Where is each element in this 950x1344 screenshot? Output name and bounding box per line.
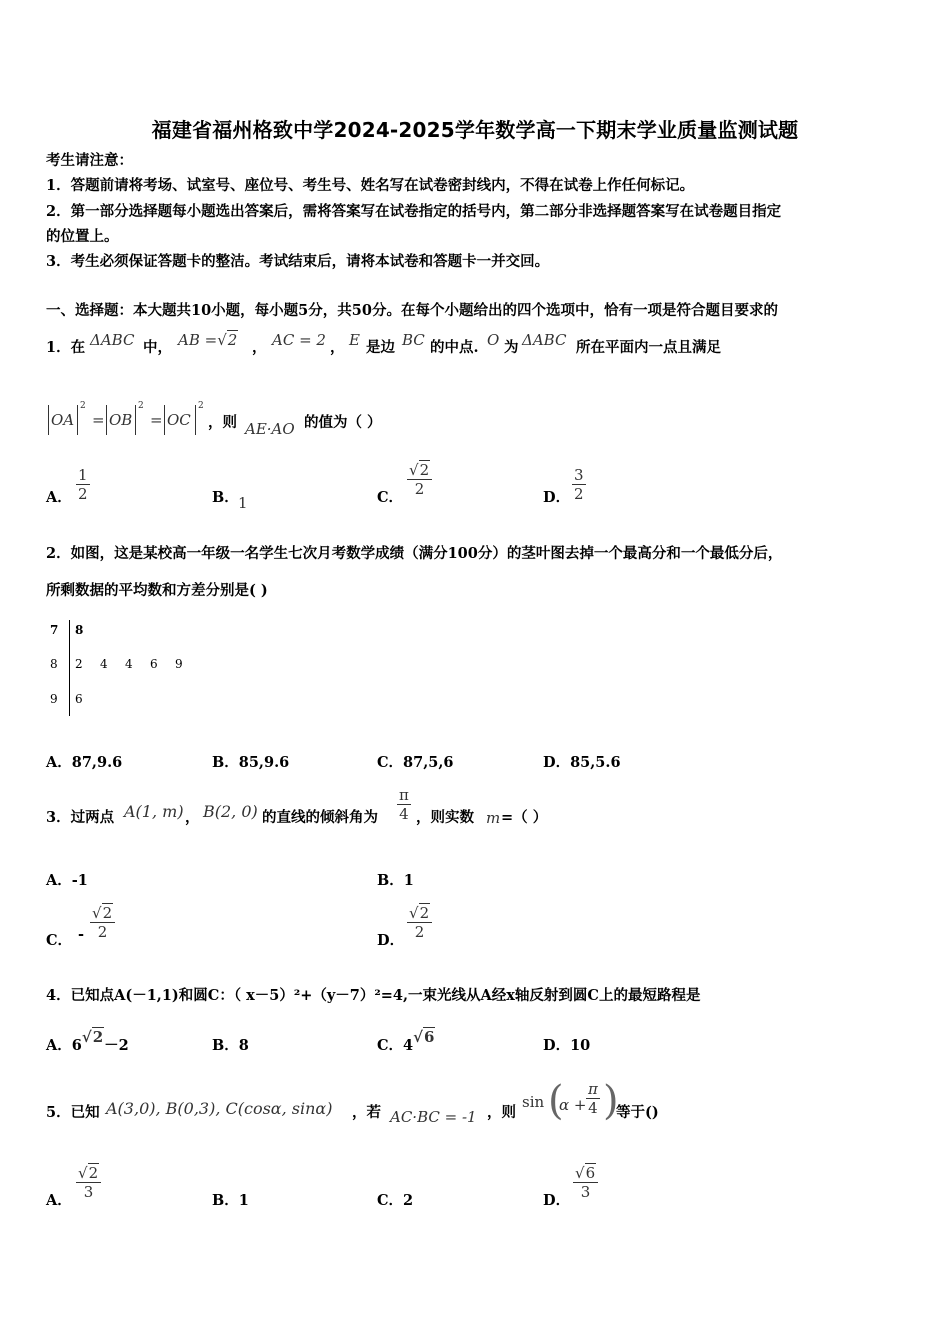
notice-heading: 考生请注意：: [46, 152, 133, 169]
q1-number: 1．在: [46, 339, 86, 356]
q5-pi-over-4: $\frac{\pi}{4}$: [588, 1080, 598, 1117]
sqrt-symbol: √2: [78, 1164, 99, 1182]
q5-number: 5．已知: [46, 1104, 100, 1121]
q1-option-d-fraction: $\frac{3}{2}$: [574, 466, 584, 503]
q5-option-d-fraction: $\frac{√6}{3}$: [573, 1164, 598, 1201]
notice-item-2: 2．第一部分选择题每小题选出答案后，需将答案写在试卷指定的括号内，第二部分非选择题答案写在试卷题目指定: [46, 203, 782, 220]
q1-triangle: ΔABC: [90, 331, 135, 349]
section-heading: 一、选择题：本大题共10小题，每小题5分，共50分。在每个小题给出的四个选项中，恰有一项是符合题目要求的: [46, 302, 778, 319]
q2-text-line2: 所剩数据的平均数和方差分别是( ): [46, 582, 268, 599]
q5-option-d-label: D．: [543, 1192, 571, 1209]
q1-text-side: 是边: [366, 339, 395, 356]
paren-right: ): [603, 1078, 619, 1124]
sqrt-symbol: √6: [413, 1028, 435, 1046]
q1-option-a-label: A．: [46, 489, 72, 506]
q2-option-d: D．85,5.6: [543, 754, 621, 771]
stem-leaf-divider: [69, 620, 70, 716]
q3-option-d-label: D．: [377, 932, 405, 949]
superscript-2: 2: [198, 401, 204, 411]
superscript-2: 2: [138, 401, 144, 411]
q3-m: m: [486, 809, 501, 827]
abs-bar: [106, 405, 107, 435]
q1-text-in: 中，: [143, 339, 172, 356]
abs-bar: [48, 405, 49, 435]
q1-comma-2: ，: [330, 339, 345, 356]
q2-option-b: B．85,9.6: [212, 754, 290, 771]
q3-option-c-fraction: $\frac{√2}{2}$: [90, 904, 115, 941]
q3-point-a: A(1, m): [124, 802, 184, 821]
sqrt-symbol: √2: [81, 1028, 104, 1046]
abs-bar: [135, 405, 136, 435]
abs-bar: [164, 405, 165, 435]
q3-pi-over-4: $\frac{\pi}{4}$: [399, 786, 409, 823]
q1-option-b-value: 1: [238, 494, 248, 512]
q3-text-angle: 的直线的倾斜角为: [262, 809, 378, 826]
q5-end: 等于(): [616, 1104, 659, 1121]
q5-option-b: B．1: [212, 1192, 249, 1209]
equals: =: [150, 411, 163, 429]
q3-comma: ，: [185, 809, 200, 826]
q1-option-a-fraction: $\frac{1}{2}$: [78, 466, 88, 503]
q3-then: ，则实数: [416, 809, 474, 826]
vec-ob: OB: [109, 411, 133, 429]
q1-comma-1: ，: [252, 339, 267, 356]
q3-option-c-sign: -: [78, 926, 85, 943]
q1-text-for: 为: [504, 339, 519, 356]
q1-ac: AC = 2: [272, 331, 326, 349]
q2-option-a: A．87,9.6: [46, 754, 123, 771]
stem-9: 9: [50, 692, 58, 706]
leaf-8-4: 6: [150, 657, 158, 671]
q1-dot-product: AE·AO: [245, 420, 295, 438]
vec-oa: OA: [51, 411, 75, 429]
q1-text-plane: 所在平面内一点且满足: [576, 339, 721, 356]
q2-text-line1: 2．如图，这是某校高一年级一名学生七次月考数学成绩（满分100分）的茎叶图去掉一个最高分和一个最低分后，: [46, 545, 783, 562]
q5-alpha-plus: α +: [559, 1096, 587, 1114]
equals: =: [92, 411, 105, 429]
q1-e: E: [349, 331, 360, 349]
q5-if: ，若: [352, 1104, 381, 1121]
q2-option-c: C．87,5,6: [377, 754, 454, 771]
q1-o: O: [487, 331, 500, 349]
q4-option-d: D．10: [543, 1037, 591, 1054]
q5-option-c: C．2: [377, 1192, 414, 1209]
notice-item-2-cont: 的位置上。: [46, 228, 119, 245]
q3-option-a: A．-1: [46, 872, 88, 889]
superscript-2: 2: [80, 401, 86, 411]
q3-end: =（ ）: [501, 809, 548, 826]
stem-8: 8: [50, 657, 58, 671]
q4-text: 4．已知点A(－1,1)和圆C：（ x－5）²+（y－7）²=4,一束光线从A经x轴反射到圆C上的最短路程是: [46, 987, 701, 1004]
leaf-8-1: 2: [75, 657, 83, 671]
q4-option-a: A．6√2－2: [46, 1028, 129, 1054]
sqrt-symbol: √2: [409, 904, 430, 922]
leaf-8-5: 9: [175, 657, 183, 671]
leaf-8-2: 4: [100, 657, 108, 671]
sqrt-symbol: √2: [217, 331, 238, 349]
q1-ab: AB =√2: [178, 331, 238, 349]
q1-bc: BC: [402, 331, 425, 349]
q4-option-b: B．8: [212, 1037, 249, 1054]
leaf-9-1: 6: [75, 692, 83, 706]
q5-option-a-fraction: $\frac{√2}{3}$: [76, 1164, 101, 1201]
sqrt-symbol: √6: [575, 1164, 596, 1182]
q5-dot-product: AC·BC = -1: [390, 1108, 477, 1126]
q1-option-d-label: D．: [543, 489, 571, 506]
q1-option-b-label: B．: [212, 489, 239, 506]
q3-option-c-label: C．: [46, 932, 73, 949]
page-title: 福建省福州格致中学2024-2025学年数学高一下期末学业质量监测试题: [151, 118, 799, 142]
abs-bar: [77, 405, 78, 435]
sqrt-symbol: √2: [409, 461, 430, 479]
notice-item-3: 3．考生必须保证答题卡的整洁。考试结束后，请将本试卷和答题卡一并交回。: [46, 253, 550, 270]
q3-point-b: B(2, 0): [203, 802, 258, 821]
q5-points: A(3,0), B(0,3), C(cosα, sinα): [106, 1099, 333, 1118]
abs-bar: [195, 405, 196, 435]
q1-text-mid: 的中点.: [430, 339, 479, 356]
q4-option-c: C．4√6: [377, 1028, 435, 1054]
q5-then: ，则: [487, 1104, 516, 1121]
notice-item-1: 1．答题前请将考场、试室号、座位号、考生号、姓名写在试卷密封线内，不得在试卷上作任何标记。: [46, 177, 695, 194]
q1-then: ，则: [208, 414, 237, 431]
leaf-8-3: 4: [125, 657, 133, 671]
q1-triangle-2: ΔABC: [522, 331, 567, 349]
q3-number: 3．过两点: [46, 809, 115, 826]
q5-option-a-label: A．: [46, 1192, 72, 1209]
q1-question: 的值为（ ）: [304, 414, 382, 431]
stem-7: 7: [50, 623, 59, 637]
leaf-7-1: 8: [75, 623, 84, 637]
q1-option-c-label: C．: [377, 489, 404, 506]
paren-left: (: [548, 1078, 564, 1124]
q3-option-b: B．1: [377, 872, 414, 889]
sqrt-symbol: √2: [92, 904, 113, 922]
q5-sin: sin: [522, 1093, 545, 1111]
q3-option-d-fraction: $\frac{√2}{2}$: [407, 904, 432, 941]
q1-option-c-fraction: $\frac{√2}{2}$: [407, 461, 432, 498]
vec-oc: OC: [167, 411, 191, 429]
